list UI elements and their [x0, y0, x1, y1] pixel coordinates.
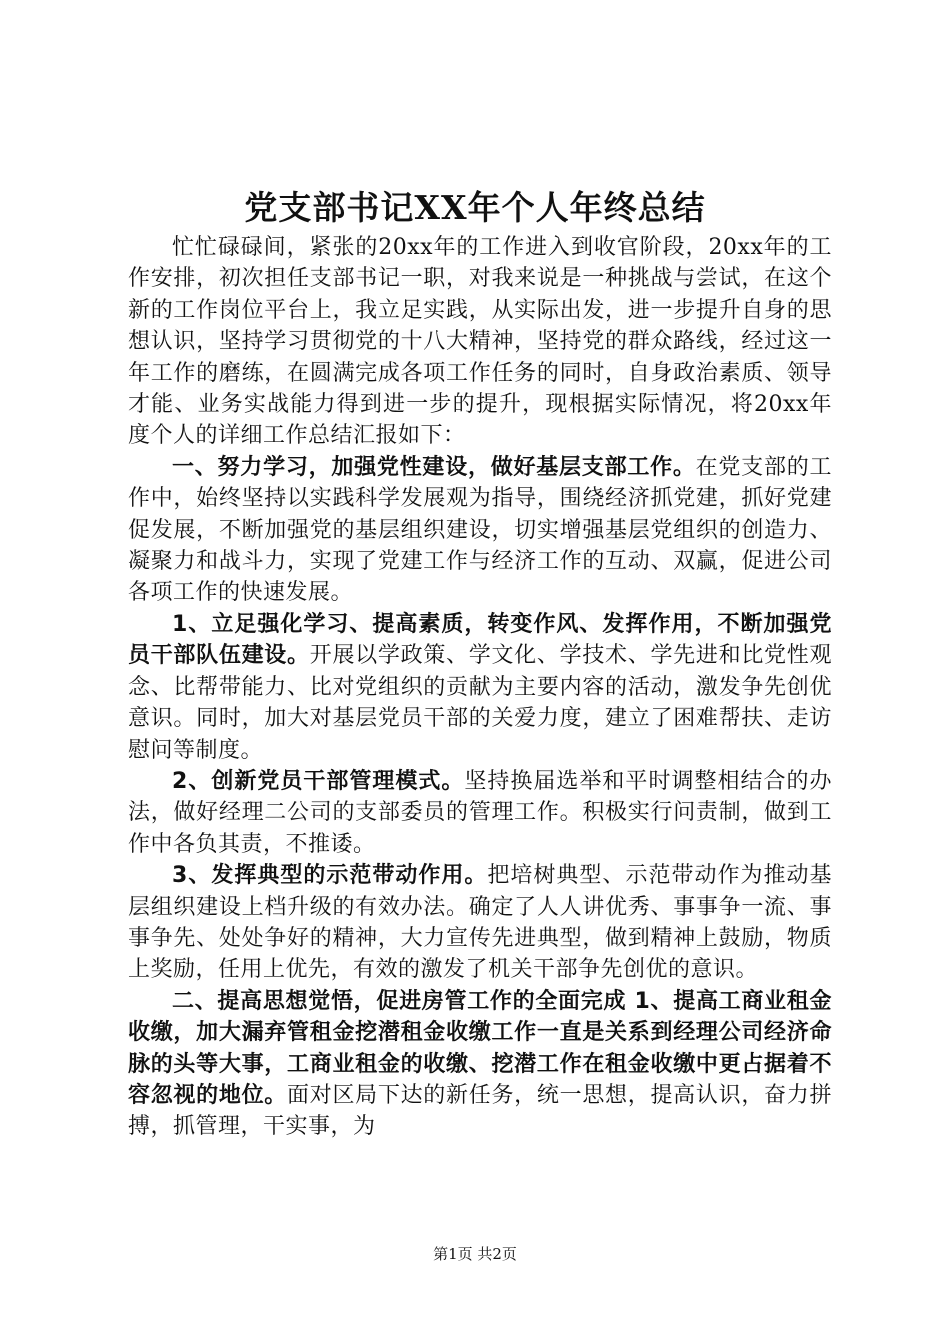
paragraph-text: 忙忙碌碌间，紧张的20xx年的工作进入到收官阶段，20xx年的工作安排，初次担任支部书记一职，对我来说是一种挑战与尝试，在这个新的工作岗位平台上，我立足实践，从实际出发，进一步提升自身的思想认识，坚持学习贯彻党的十八大精神，坚持党的群众路线，经过这一年工作的磨练，在圆满完成各项工作任务的同时，自身政治素质、领导才能、业务实战能力得到进一步的提升，现根据实际情况，将20xx年度个人的详细工作总结汇报如下： [128, 235, 832, 449]
document-title: 党支部书记XX年个人年终总结 [244, 188, 706, 227]
paragraph-section-1 [128, 452, 832, 609]
paragraph-heading: 1、立足强化学习、提高素质，转变作风、发挥作用，不断加强党员干部队伍建设。 [128, 611, 832, 669]
paragraph-item-2 [128, 766, 832, 860]
paragraph-item-3 [128, 860, 832, 986]
paragraph-heading: 3、发挥典型的示范带动作用。 [172, 863, 488, 889]
document-body [128, 232, 832, 1143]
page-number-footer: 第1页 共2页 [433, 1245, 517, 1263]
paragraph-heading: 一、努力学习，加强党性建设，做好基层支部工作。 [172, 454, 696, 480]
paragraph-text: 面对区局下达的新任务，统一思想，提高认识，奋力拼搏，抓管理，干实事，为 [128, 1082, 832, 1140]
paragraph-heading: 2、创新党员干部管理模式。 [172, 768, 465, 794]
paragraph-section-2 [128, 986, 832, 1143]
paragraph-text: 在党支部的工作中，始终坚持以实践科学发展观为指导，围绕经济抓党建，抓好党建促发展，不断加强党的基层组织建设，切实增强基层党组织的创造力、凝聚力和战斗力，实现了党建工作与经济工作的互动、双赢，促进公司各项工作的快速发展。 [128, 454, 832, 606]
paragraph-text: 把培树典型、示范带动作为推动基层组织建设上档升级的有效办法。确定了人人讲优秀、事事争一流、事事争先、处处争好的精神，大力宣传先进典型，做到精神上鼓励，物质上奖励，任用上优先，有效的激发了机关干部争先创优的意识。 [128, 863, 832, 983]
paragraph-text: 开展以学政策、学文化、学技术、学先进和比党性观念、比帮带能力、比对党组织的贡献为主要内容的活动，激发争先创优意识。同时，加大对基层党员干部的关爱力度，建立了困难帮扶、走访慰问等制度。 [128, 643, 832, 763]
paragraph-intro [128, 232, 832, 452]
paragraph-heading: 二、提高思想觉悟，促进房管工作的全面完成 1、提高工商业租金收缴，加大漏弃管租金挖潜租金收缴工作一直是关系到经理公司经济命脉的头等大事，工商业租金的收缴、挖潜工作在租金收缴中更占据着不容忽视的地位。 [128, 988, 832, 1108]
paragraph-item-1 [128, 609, 832, 766]
paragraph-text: 坚持换届选举和平时调整相结合的办法，做好经理二公司的支部委员的管理工作。积极实行问责制，做到工作中各负其责，不推诿。 [128, 768, 832, 857]
